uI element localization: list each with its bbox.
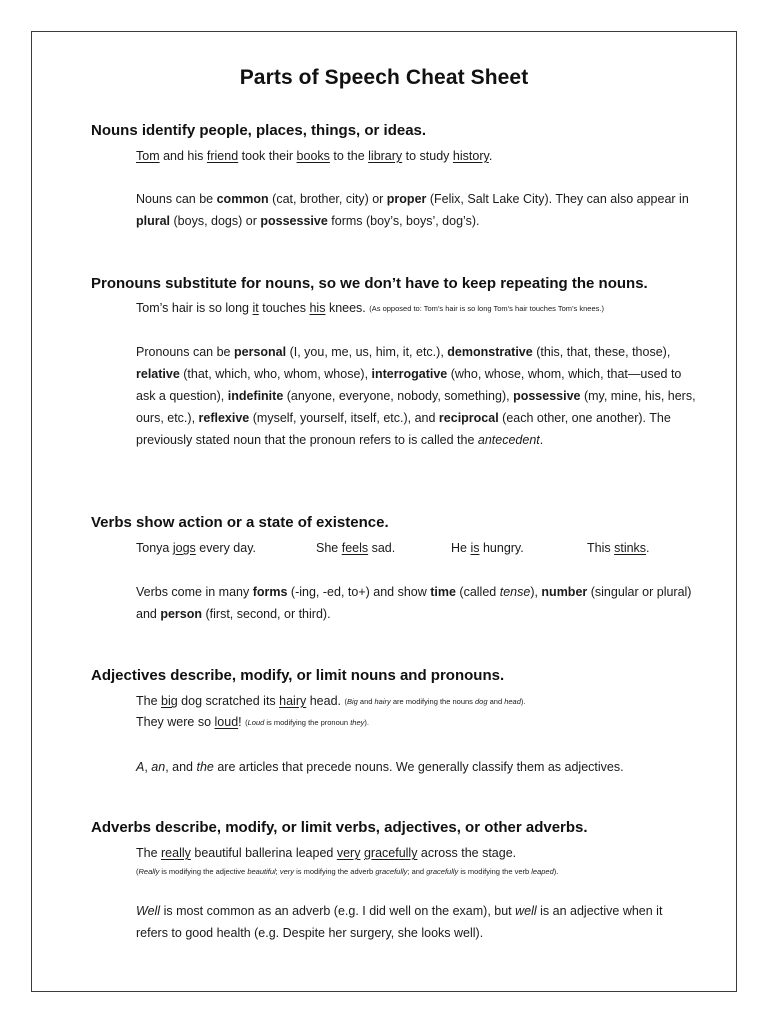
text-run: A xyxy=(136,760,145,774)
text-run: stinks xyxy=(614,541,647,555)
text-run: ; and xyxy=(407,867,427,876)
text-run: Tonya xyxy=(136,541,173,555)
text-run: She xyxy=(316,541,342,555)
text-run: common xyxy=(216,192,269,206)
text-run: hungry. xyxy=(479,541,524,555)
adverbs-detail xyxy=(136,900,696,944)
text-run: the xyxy=(196,760,214,774)
text-run: beautiful ballerina leaped xyxy=(190,846,337,860)
text-run: feels xyxy=(341,541,369,555)
text-run: an xyxy=(151,760,166,774)
text-run: every day. xyxy=(195,541,256,555)
text-run: (my, mine, his, hers, ours, etc.), xyxy=(136,389,696,425)
text-run: head xyxy=(504,697,521,706)
text-run: ; xyxy=(275,867,280,876)
text-run: Really xyxy=(138,867,160,876)
text-run: The xyxy=(136,694,162,708)
text-run: very xyxy=(279,867,295,876)
text-run: , xyxy=(144,760,152,774)
text-run: plural xyxy=(136,214,171,228)
text-run: He xyxy=(451,541,471,555)
text-run: . xyxy=(646,541,650,555)
pronouns-detail xyxy=(136,341,696,451)
text-run: personal xyxy=(234,345,287,359)
text-run: well xyxy=(515,904,537,918)
adjectives-detail xyxy=(136,756,624,778)
text-run: . xyxy=(539,433,544,447)
text-run: is modifying the pronoun xyxy=(264,718,351,727)
text-run: hairy xyxy=(279,694,307,708)
text-run: ). xyxy=(520,697,526,706)
verb-example-2 xyxy=(316,537,395,559)
text-run: ). xyxy=(553,867,559,876)
text-run: dog scratched its xyxy=(177,694,280,708)
text-run: gracefully xyxy=(363,846,418,860)
text-run: interrogative xyxy=(371,367,448,381)
text-run: Big xyxy=(346,697,358,706)
text-run: sad. xyxy=(368,541,396,555)
text-run: forms (boy’s, boys’, dog’s). xyxy=(327,214,480,228)
text-run: gracefully xyxy=(426,867,459,876)
text-run: it xyxy=(252,301,259,315)
text-run: knees. xyxy=(325,301,370,315)
text-run: (each other, one another). The previously stated noun that the pronoun refers to is called the xyxy=(136,411,671,447)
text-run: hairy xyxy=(374,697,391,706)
adjectives-example-1 xyxy=(136,690,525,713)
text-run: tense xyxy=(499,585,531,599)
text-run: is modifying the adjective xyxy=(159,867,248,876)
text-run: (boys, dogs) or xyxy=(170,214,261,228)
text-run: possessive xyxy=(260,214,328,228)
adverbs-heading: Adverbs describe, modify, or limit verbs, adjectives, or other adverbs. xyxy=(91,819,588,836)
text-run: ). xyxy=(364,718,369,727)
nouns-example xyxy=(136,145,492,167)
text-run: loud xyxy=(214,715,239,729)
text-run: are articles that precede nouns. We generally classify them as adjectives. xyxy=(213,760,624,774)
verbs-detail xyxy=(136,581,696,625)
text-run: They were so xyxy=(136,715,215,729)
text-run: beautiful xyxy=(247,867,276,876)
text-run: head. xyxy=(306,694,345,708)
text-run: (-ing, -ed, to+) and show xyxy=(287,585,431,599)
text-run: ( xyxy=(245,718,248,727)
text-run: possessive xyxy=(513,389,581,403)
text-run: proper xyxy=(386,192,427,206)
text-run: (myself, yourself, itself, etc.), and xyxy=(249,411,439,425)
text-run: Well xyxy=(136,904,161,918)
text-run: demonstrative xyxy=(447,345,533,359)
nouns-heading: Nouns identify people, places, things, or ideas. xyxy=(91,122,427,139)
text-run: leaped xyxy=(531,867,554,876)
text-run: to the xyxy=(329,149,369,163)
nouns-detail xyxy=(136,188,696,232)
text-run: gracefully xyxy=(375,867,408,876)
text-run: ! xyxy=(238,715,246,729)
text-run: (singular or plural) and xyxy=(136,585,692,621)
text-run: Tom xyxy=(136,149,160,163)
text-run: The xyxy=(136,846,162,860)
text-run: Loud xyxy=(247,718,265,727)
text-run: , and xyxy=(165,760,197,774)
text-run: This xyxy=(587,541,615,555)
text-run: (anyone, everyone, nobody, something), xyxy=(283,389,514,403)
text-run: is modifying the verb xyxy=(458,867,532,876)
text-run: (Felix, Salt Lake City). They can also appear in xyxy=(426,192,689,206)
text-run: (called xyxy=(455,585,500,599)
adjectives-example-2 xyxy=(136,711,369,734)
text-run: ( xyxy=(136,867,139,876)
text-run: touches xyxy=(258,301,310,315)
text-run: time xyxy=(430,585,456,599)
text-run: and xyxy=(357,697,375,706)
text-run: (this, that, these, those), xyxy=(532,345,671,359)
text-run: (cat, brother, city) or xyxy=(268,192,387,206)
text-run: ( xyxy=(344,697,347,706)
adverbs-note xyxy=(136,867,558,877)
text-run: (that, which, who, whom, whose), xyxy=(179,367,372,381)
text-run: person xyxy=(160,607,203,621)
text-run: (I, you, me, us, him, it, etc.), xyxy=(286,345,448,359)
text-run: (As opposed to: Tom’s hair is so long Tom’s hair touches Tom’s knees.) xyxy=(369,304,604,313)
text-run: is an adjective when it refers to good health (e.g. Despite her surgery, she looks well). xyxy=(136,904,663,940)
text-run: reflexive xyxy=(198,411,250,425)
page-title: Parts of Speech Cheat Sheet xyxy=(239,66,529,89)
pronouns-heading: Pronouns substitute for nouns, so we don’t have to keep repeating the nouns. xyxy=(91,275,648,292)
verb-example-3 xyxy=(451,537,524,559)
text-run: and xyxy=(487,697,505,706)
text-run: Pronouns can be xyxy=(136,345,234,359)
adjectives-heading: Adjectives describe, modify, or limit nouns and pronouns. xyxy=(91,667,505,684)
text-run: . xyxy=(488,149,493,163)
text-run: jogs xyxy=(172,541,196,555)
text-run: very xyxy=(336,846,361,860)
adverbs-example xyxy=(136,842,516,864)
text-run: friend xyxy=(206,149,239,163)
pronouns-example xyxy=(136,297,604,320)
text-run: indefinite xyxy=(227,389,284,403)
text-run: history xyxy=(452,149,489,163)
text-run: forms xyxy=(252,585,288,599)
text-run: is modifying the adverb xyxy=(294,867,376,876)
text-run: antecedent xyxy=(477,433,540,447)
text-run: is most common as an adverb (e.g. I did well on the exam), but xyxy=(160,904,516,918)
text-run: number xyxy=(541,585,588,599)
verbs-heading: Verbs show action or a state of existence. xyxy=(91,514,389,531)
text-run: (first, second, or third). xyxy=(202,607,331,621)
text-run: across the stage. xyxy=(417,846,517,860)
text-run: to study xyxy=(402,149,453,163)
text-run: his xyxy=(309,301,326,315)
text-run: took their xyxy=(238,149,297,163)
text-run: reciprocal xyxy=(438,411,499,425)
text-run: library xyxy=(368,149,403,163)
text-run: is xyxy=(470,541,480,555)
verb-example-1 xyxy=(136,537,256,559)
text-run: they xyxy=(350,718,365,727)
text-run: books xyxy=(296,149,330,163)
text-run: Verbs come in many xyxy=(136,585,253,599)
text-run: dog xyxy=(475,697,488,706)
text-run: ), xyxy=(530,585,542,599)
verb-example-4 xyxy=(587,537,650,559)
text-run: are modifying the nouns xyxy=(390,697,475,706)
text-run: relative xyxy=(136,367,180,381)
text-run: big xyxy=(161,694,178,708)
text-run: and his xyxy=(159,149,207,163)
text-run: Tom’s hair is so long xyxy=(136,301,253,315)
text-run: Nouns can be xyxy=(136,192,217,206)
text-run: (who, whose, whom, which, that—used to ask a question), xyxy=(136,367,682,403)
text-run: really xyxy=(161,846,191,860)
